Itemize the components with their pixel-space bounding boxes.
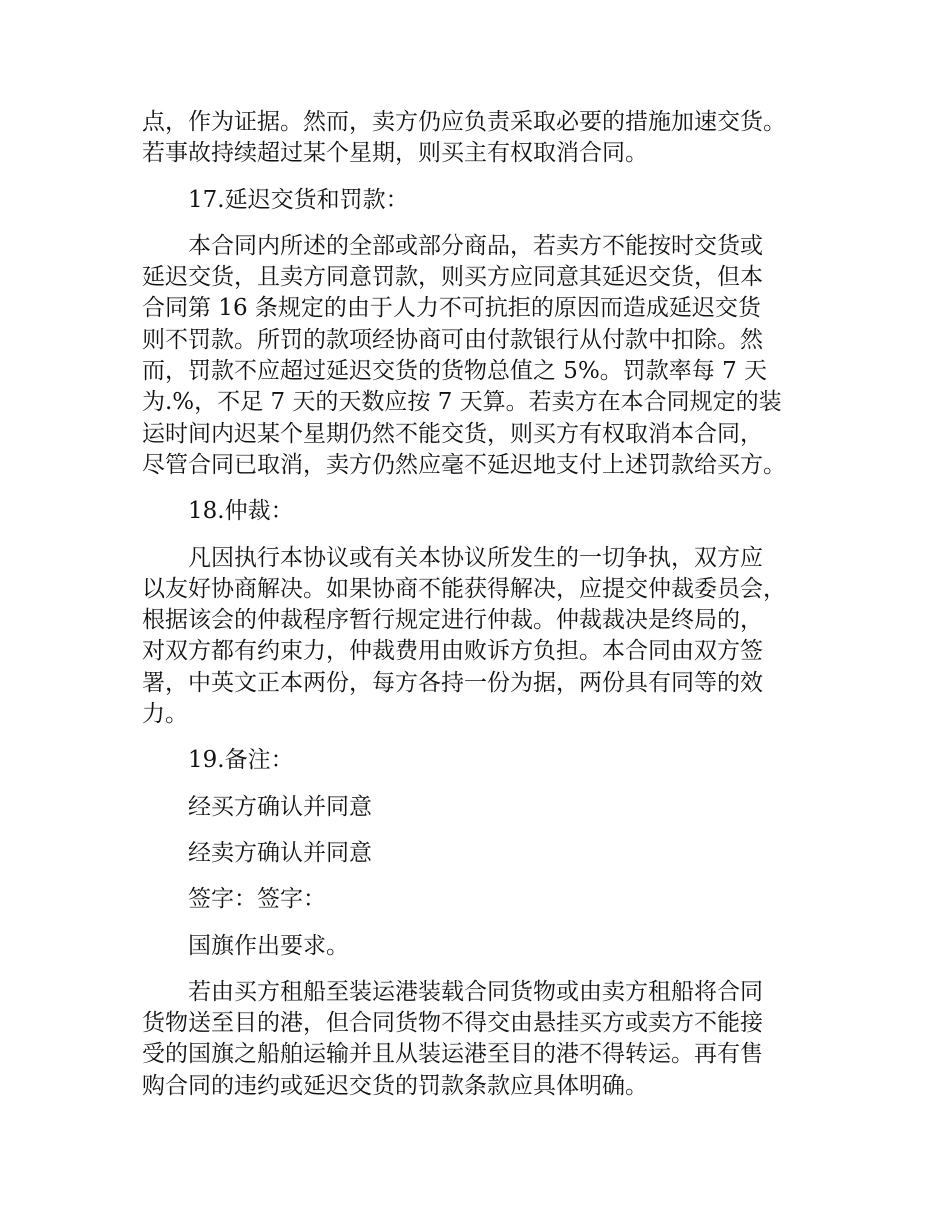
text-line: 延迟交货，且卖方同意罚款，则买方应同意其延迟交货，但本	[142, 264, 763, 291]
signature-line: 签字：签字：	[188, 886, 326, 913]
text-line: 署，中英文正本两份，每方各持一份为据，两份具有同等的效	[142, 669, 763, 696]
document-page	[142, 107, 832, 1102]
text-line: 对双方都有约束力，仲裁费用由败诉方负担。本合同由双方签	[142, 638, 763, 665]
text-line: 则不罚款。所罚的款项经协商可由付款银行从付款中扣除。然	[142, 326, 763, 353]
heading-17: 17.延迟交货和罚款：	[188, 186, 409, 213]
paragraph-17	[142, 231, 832, 481]
text-line: 若由买方租船至装运港装载合同货物或由卖方租船将合同	[188, 978, 763, 1005]
text-line: 以友好协商解决。如果协商不能获得解决，应提交仲裁委员会，	[142, 575, 786, 602]
text-line: 合同第 16 条规定的由于人力不可抗拒的原因而造成延迟交货	[142, 295, 761, 322]
paragraph-shipping	[142, 977, 832, 1102]
seller-confirmation: 经卖方确认并同意	[188, 839, 372, 866]
buyer-confirmation: 经买方确认并同意	[188, 793, 372, 820]
paragraph-18	[142, 543, 832, 731]
text-line: 本合同内所述的全部或部分商品，若卖方不能按时交货或	[188, 232, 763, 259]
text-line: 货物送至目的港，但合同货物不得交由悬挂买方或卖方不能接	[142, 1010, 763, 1037]
text-line: 为.%，不足 7 天的天数应按 7 天算。若卖方在本合同规定的装	[142, 389, 782, 416]
text-line: 力。	[142, 701, 188, 728]
text-line: 受的国旗之船舶运输并且从装运港至目的港不得转运。再有售	[142, 1041, 763, 1068]
text-line: 凡因执行本协议或有关本协议所发生的一切争执，双方应	[188, 544, 763, 571]
text-line: 根据该会的仲裁程序暂行规定进行仲裁。仲裁裁决是终局的，	[142, 607, 763, 634]
text-line: 运时间内迟某个星期仍然不能交货，则买方有权取消本合同，	[142, 420, 763, 447]
text-line: 购合同的违约或延迟交货的罚款条款应具体明确。	[142, 1072, 648, 1099]
text-line: 而，罚款不应超过延迟交货的货物总值之 5%。罚款率每 7 天	[142, 358, 768, 385]
text-line: 尽管合同已取消，卖方仍然应毫不延迟地支付上述罚款给买方。	[142, 451, 786, 478]
paragraph-continuation	[142, 107, 832, 170]
text-line: 若事故持续超过某个星期，则买主有权取消合同。	[142, 140, 648, 167]
text-line: 点，作为证据。然而，卖方仍应负责采取必要的措施加速交货。	[142, 109, 786, 135]
heading-19: 19.备注：	[188, 747, 294, 774]
heading-18: 18.仲裁：	[188, 498, 294, 525]
flag-note: 国旗作出要求。	[188, 932, 349, 959]
